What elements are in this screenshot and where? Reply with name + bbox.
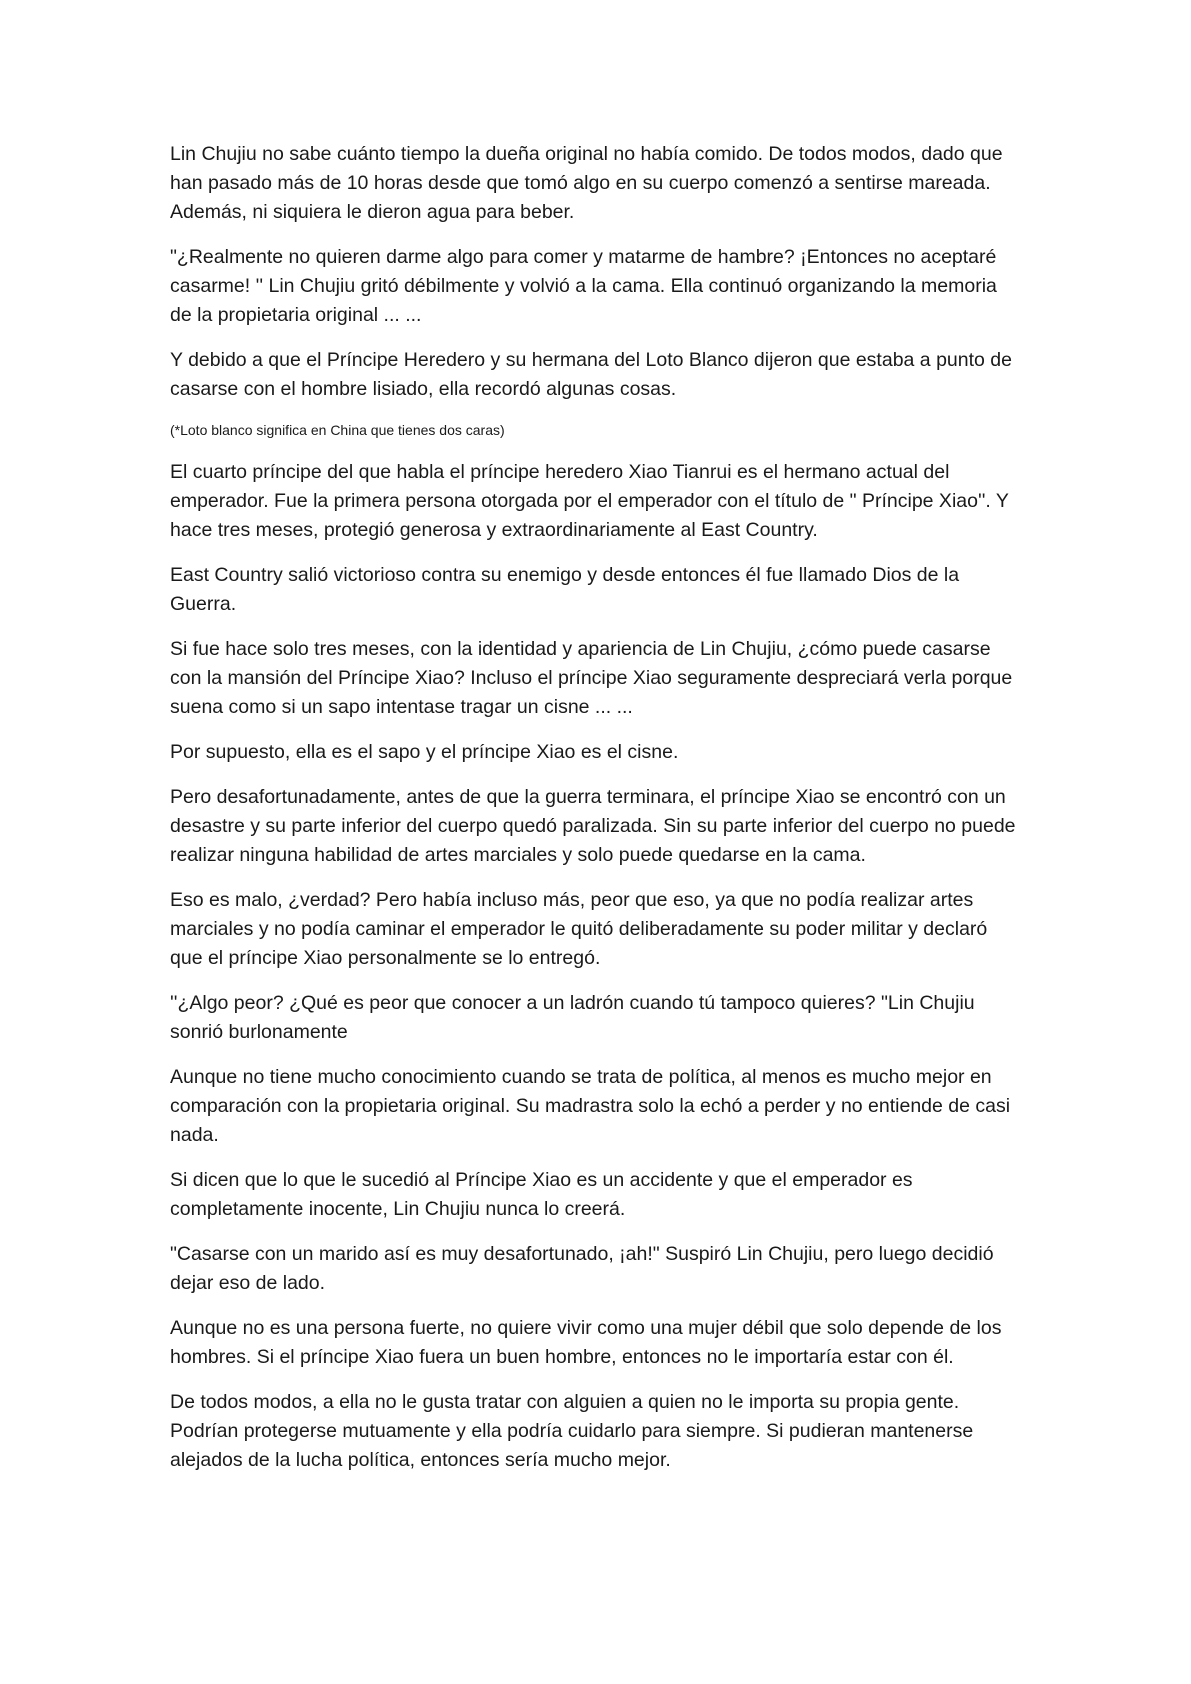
document-body [170,140,1020,1491]
paragraph-15: De todos modos, a ella no le gusta tratar con alguien a quien no le importa su propia gente. Podrían protegerse mutuamente y ella podría cuidarlo para siempre. Si pudieran mantenerse alejados de la lucha política, entonces sería mucho mejor. [170,1391,974,1471]
paragraph-7: Por supuesto, ella es el sapo y el príncipe Xiao es el cisne. [170,741,679,763]
paragraph-10: ''¿Algo peor? ¿Qué es peor que conocer a un ladrón cuando tú tampoco quieres? "Lin Chujiu sonrió burlonamente [170,992,975,1043]
paragraph-3: Y debido a que el Príncipe Heredero y su hermana del Loto Blanco dijeron que estaba a punto de casarse con el hombre lisiado, ella recordó algunas cosas. [170,349,1012,400]
paragraph-5: East Country salió victorioso contra su enemigo y desde entonces él fue llamado Dios de la Guerra. [170,564,960,615]
paragraph-12: Si dicen que lo que le sucedió al Príncipe Xiao es un accidente y que el emperador es completamente inocente, Lin Chujiu nunca lo creerá. [170,1169,913,1220]
paragraph-4: El cuarto príncipe del que habla el príncipe heredero Xiao Tianrui es el hermano actual del emperador. Fue la primera persona otorgada por el emperador con el título de " Príncipe Xiao''. Y hace tres meses, protegió generosa y extraordinariamente al East Country. [170,461,1009,541]
paragraph-14: Aunque no es una persona fuerte, no quiere vivir como una mujer débil que solo depende de los hombres. Si el príncipe Xiao fuera un buen hombre, entonces no le importaría estar con él. [170,1317,1002,1368]
paragraph-13: "Casarse con un marido así es muy desafortunado, ¡ah!" Suspiró Lin Chujiu, pero luego decidió dejar eso de lado. [170,1243,994,1294]
footnote: (*Loto blanco significa en China que tienes dos caras) [170,422,505,438]
paragraph-9: Eso es malo, ¿verdad? Pero había incluso más, peor que eso, ya que no podía realizar artes marciales y no podía caminar el emperador le quitó deliberadamente su poder militar y declaró que el príncipe Xiao personalmente se lo entregó. [170,889,988,969]
paragraph-6: Si fue hace solo tres meses, con la identidad y apariencia de Lin Chujiu, ¿cómo puede casarse con la mansión del Príncipe Xiao? Incluso el príncipe Xiao seguramente despreciará verla porque suena como si un sapo intentase tragar un cisne ... ... [170,638,1013,718]
paragraph-1: Lin Chujiu no sabe cuánto tiempo la dueña original no había comido. De todos modos, dado que han pasado más de 10 horas desde que tomó algo en su cuerpo comenzó a sentirse mareada. Además, ni siquiera le dieron agua para beber. [170,143,1003,223]
paragraph-8: Pero desafortunadamente, antes de que la guerra terminara, el príncipe Xiao se encontró con un desastre y su parte inferior del cuerpo quedó paralizada. Sin su parte inferior del cuerpo no puede realizar ninguna habilidad de artes marciales y solo puede quedarse en la cama. [170,786,1016,866]
paragraph-11: Aunque no tiene mucho conocimiento cuando se trata de política, al menos es mucho mejor en comparación con la propietaria original. Su madrastra solo la echó a perder y no entiende de casi nada. [170,1066,1011,1146]
paragraph-2: "¿Realmente no quieren darme algo para comer y matarme de hambre? ¡Entonces no aceptaré casarme! '' Lin Chujiu gritó débilmente y volvió a la cama. Ella continuó organizando la memoria de la propietaria original ... ... [170,246,997,326]
